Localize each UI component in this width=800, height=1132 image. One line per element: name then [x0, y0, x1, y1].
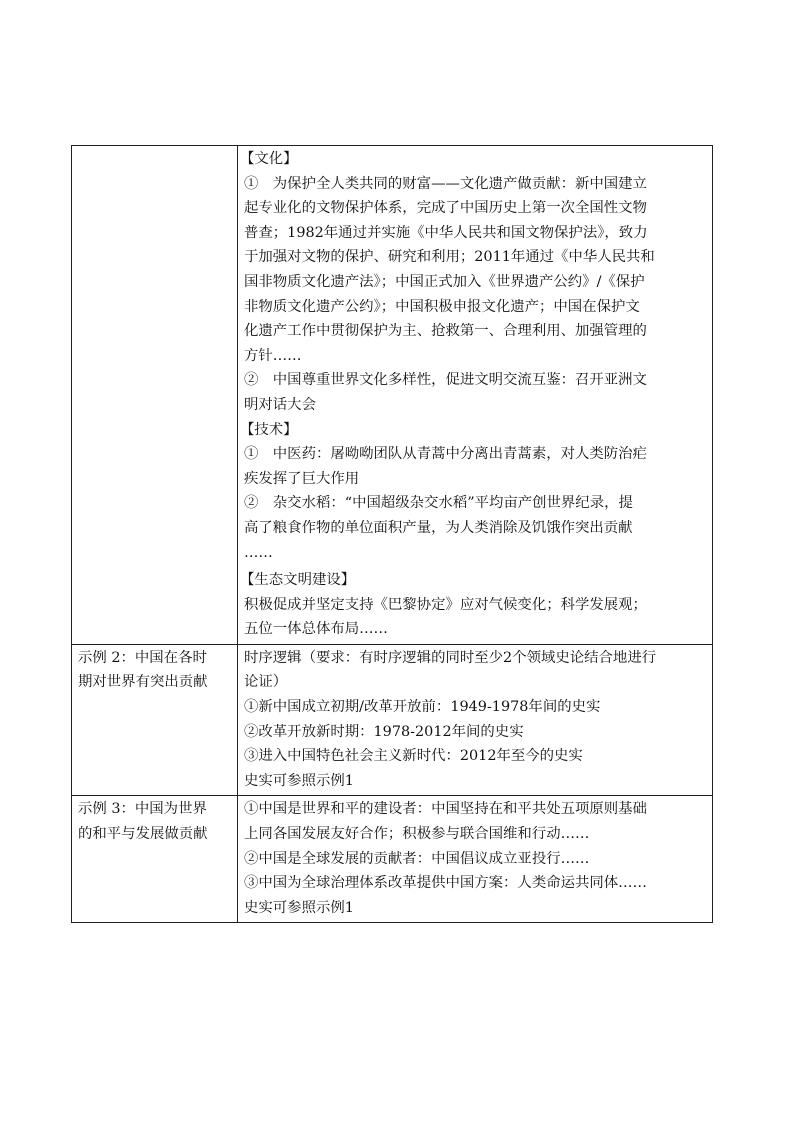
content-line: 论证）: [244, 674, 288, 691]
content-line: ① 为保护全人类共同的财富——文化遗产做贡献：新中国建立: [244, 175, 647, 192]
table-row: [72, 146, 713, 645]
content-line: 化遗产工作中贯彻保护为主、抢救第一、合理利用、加强管理的: [244, 323, 647, 340]
content-cell: [238, 146, 713, 645]
table-row: [72, 644, 713, 796]
content-line: 疾发挥了巨大作用: [244, 470, 360, 487]
content-line: ③进入中国特色社会主义新时代：2012年至今的史实: [244, 748, 583, 765]
table-row: [72, 796, 713, 923]
example-title-cell: [72, 796, 238, 923]
content-line: ② 中国尊重世界文化多样性，促进文明交流互鉴：召开亚洲文: [244, 372, 647, 389]
content-line: ③中国为全球治理体系改革提供中国方案：人类命运共同体……: [244, 875, 647, 892]
content-cell: [238, 796, 713, 923]
content-line: 史实可参照示例1: [244, 772, 354, 789]
section-heading: 【文化】: [240, 151, 298, 167]
content-line: ② 杂交水稻：“中国超级杂交水稻”平均亩产创世界纪录，提: [244, 495, 633, 512]
content-line: 积极促成并坚定支持《巴黎协定》应对气候变化；科学发展观；: [244, 596, 647, 613]
content-line: 普查；1982年通过并实施《中华人民共和国文物保护法》，致力: [244, 224, 648, 241]
content-line: 起专业化的文物保护体系，完成了中国历史上第一次全国性文物: [244, 200, 647, 217]
content-line: ②改革开放新时期：1978-2012年间的史实: [244, 723, 524, 740]
example-title-line: 期对世界有突出贡献: [78, 674, 208, 691]
content-line: 高了粮食作物的单位面积产量，为人类消除及饥饿作突出贡献: [244, 519, 633, 536]
content-line: 国非物质文化遗产法》；中国正式加入《世界遗产公约》/《保护: [244, 273, 645, 290]
content-line: 于加强对文物的保护、研究和利用；2011年通过《中华人民共和: [244, 249, 655, 266]
content-line: 非物质文化遗产公约》；中国积极申报文化遗产；中国在保护文: [244, 298, 640, 315]
content-cell: [238, 644, 713, 796]
example-title-line: 的和平与发展做贡献: [78, 826, 208, 843]
example-title-line: 示例 3：中国为世界: [78, 801, 207, 818]
content-line: ①新中国成立初期/改革开放前：1949-1978年间的史实: [244, 699, 601, 716]
section-heading: 【技术】: [240, 421, 298, 438]
example-title-line: 示例 2：中国在各时: [78, 649, 207, 666]
content-line: 明对话大会: [244, 396, 316, 413]
content-line: 方针……: [244, 347, 302, 364]
example-title-cell: [72, 146, 238, 645]
content-line: ②中国是全球发展的贡献者：中国倡议成立亚投行……: [244, 850, 590, 867]
content-line: ① 中医药：屠呦呦团队从青蒿中分离出青蒿素，对人类防治疟: [244, 446, 647, 463]
content-line: 上同各国发展友好合作；积极参与联合国维和行动……: [244, 826, 590, 843]
content-line: 史实可参照示例1: [244, 899, 354, 916]
content-table: [71, 145, 713, 923]
content-line: 时序逻辑（要求：有时序逻辑的同时至少2个领域史论结合地进行: [244, 649, 657, 666]
content-line: ……: [244, 544, 273, 561]
content-line: ①中国是世界和平的建设者：中国坚持在和平共处五项原则基础: [244, 801, 647, 818]
section-heading: 【生态文明建设】: [240, 572, 356, 589]
example-title-cell: [72, 644, 238, 796]
content-line: 五位一体总体布局……: [244, 621, 388, 638]
